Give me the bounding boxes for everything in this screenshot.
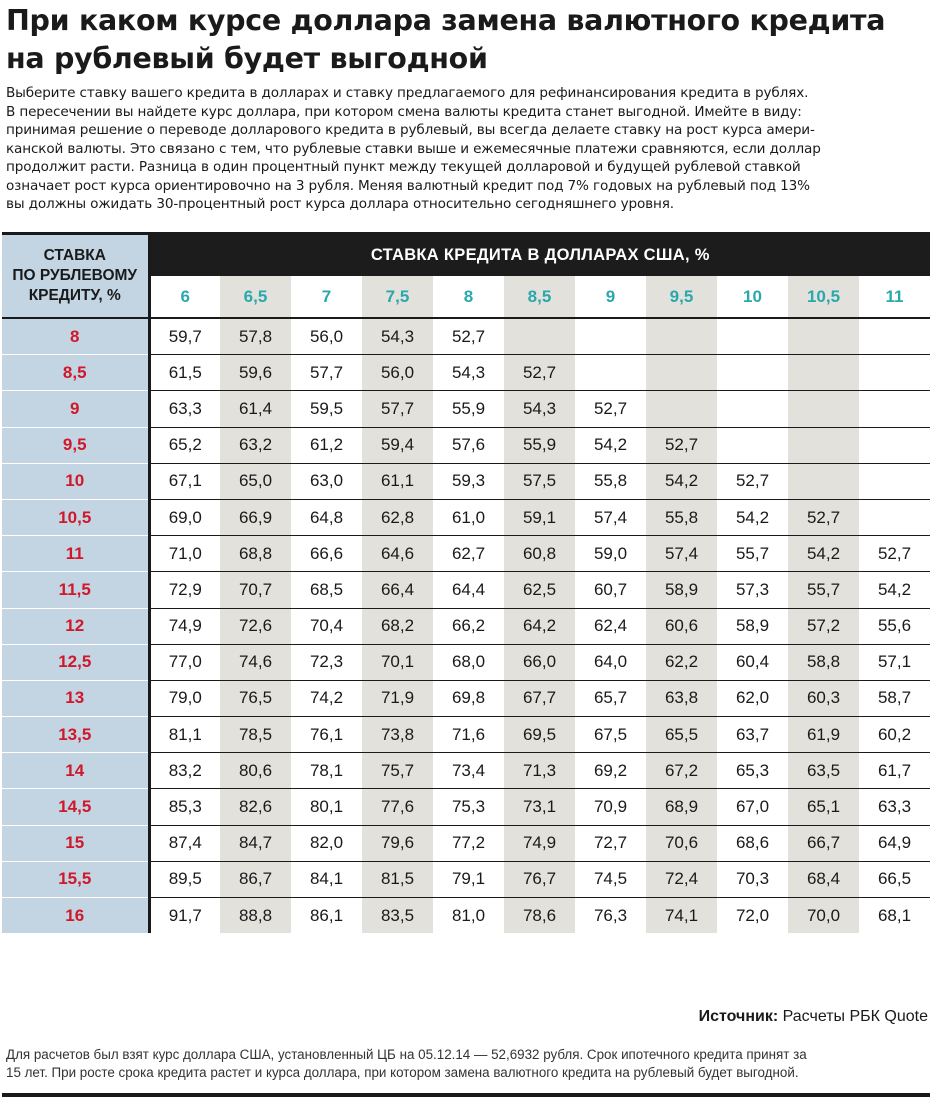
table-cell: 55,9: [504, 427, 575, 463]
table-cell: 71,6: [433, 717, 504, 753]
table-cell: 52,7: [859, 536, 930, 572]
table-cell: 72,4: [646, 861, 717, 897]
table-cell: 59,7: [149, 318, 220, 355]
intro-line: В пересечении вы найдете курс доллара, при котором смена валюты кредита станет выгодной. Имейте в виду:: [6, 103, 802, 120]
table-cell: 62,8: [362, 499, 433, 535]
table-cell: [575, 318, 646, 355]
table-cell: [504, 318, 575, 355]
row-header: 10,5: [2, 499, 149, 535]
table-cell: 64,9: [859, 825, 930, 861]
column-axis-header: СТАВКА КРЕДИТА В ДОЛЛАРАХ США, %: [149, 235, 930, 276]
table-cell: 74,5: [575, 861, 646, 897]
table-row: [2, 427, 930, 463]
table-cell: 66,9: [220, 499, 291, 535]
row-header: 12,5: [2, 644, 149, 680]
row-axis-line: КРЕДИТУ, %: [28, 287, 121, 304]
intro-line: вы должны ожидать 30-процентный рост курса доллара относительно сегодняшнего уровня.: [6, 196, 674, 212]
table-cell: 87,4: [149, 825, 220, 861]
table-row: [2, 680, 930, 716]
table-cell: [646, 391, 717, 427]
table-cell: 76,1: [291, 717, 362, 753]
table-cell: 81,0: [433, 898, 504, 934]
table-cell: 73,8: [362, 717, 433, 753]
table-cell: 64,2: [504, 608, 575, 644]
table-cell: 64,4: [433, 572, 504, 608]
table-row: [2, 753, 930, 789]
table-cell: 86,7: [220, 861, 291, 897]
table-cell: 70,1: [362, 644, 433, 680]
table-cell: 78,1: [291, 753, 362, 789]
table-cell: 67,1: [149, 463, 220, 499]
intro-line: продолжит расти. Разница в один процентный пункт между текущей долларовой и будущей рублевой ставкой: [6, 159, 801, 175]
table-cell: 73,1: [504, 789, 575, 825]
table-cell: 59,5: [291, 391, 362, 427]
column-header: 9,5: [646, 276, 717, 318]
table-cell: 67,0: [717, 789, 788, 825]
table-cell: 56,0: [291, 318, 362, 355]
intro-paragraph: [6, 84, 930, 214]
row-header: 14,5: [2, 789, 149, 825]
table-cell: 65,2: [149, 427, 220, 463]
table-cell: 66,5: [859, 861, 930, 897]
table-cell: 52,7: [717, 463, 788, 499]
table-cell: 55,7: [788, 572, 859, 608]
table-cell: [859, 355, 930, 391]
row-header: 10: [2, 463, 149, 499]
table-cell: 52,7: [433, 318, 504, 355]
row-header: 12: [2, 608, 149, 644]
table-cell: 65,3: [717, 753, 788, 789]
table-cell: 72,7: [575, 825, 646, 861]
table-cell: 63,0: [291, 463, 362, 499]
table-cell: 59,3: [433, 463, 504, 499]
table-cell: 61,7: [859, 753, 930, 789]
table-cell: 52,7: [504, 355, 575, 391]
table-cell: 66,7: [788, 825, 859, 861]
table-row: [2, 644, 930, 680]
table-cell: [717, 427, 788, 463]
table-cell: 77,2: [433, 825, 504, 861]
table-cell: 72,9: [149, 572, 220, 608]
table-cell: [646, 355, 717, 391]
table-cell: 82,0: [291, 825, 362, 861]
table-cell: 64,0: [575, 644, 646, 680]
table-cell: 76,5: [220, 680, 291, 716]
table-cell: 57,2: [788, 608, 859, 644]
table-cell: 74,9: [504, 825, 575, 861]
table-cell: 78,6: [504, 898, 575, 934]
table-cell: 77,6: [362, 789, 433, 825]
table-cell: 52,7: [646, 427, 717, 463]
table-cell: 55,8: [646, 499, 717, 535]
page-title: [6, 2, 926, 78]
table-cell: 58,7: [859, 680, 930, 716]
title-line-2: на рублевый будет выгодной: [6, 42, 488, 75]
source-line: [699, 1008, 928, 1026]
table-cell: 72,6: [220, 608, 291, 644]
table-cell: [859, 499, 930, 535]
table-cell: 67,5: [575, 717, 646, 753]
table-row: [2, 318, 930, 355]
table-cell: 57,1: [859, 644, 930, 680]
table-cell: 68,4: [788, 861, 859, 897]
table-cell: 61,1: [362, 463, 433, 499]
row-header: 8: [2, 318, 149, 355]
table-cell: 70,6: [646, 825, 717, 861]
table-cell: 76,7: [504, 861, 575, 897]
table-cell: 69,8: [433, 680, 504, 716]
table-cell: 57,4: [646, 536, 717, 572]
table-cell: 60,7: [575, 572, 646, 608]
table-cell: 74,1: [646, 898, 717, 934]
table-cell: 68,6: [717, 825, 788, 861]
table-cell: 68,5: [291, 572, 362, 608]
title-line-1: При каком курсе доллара замена валютного кредита: [6, 4, 886, 37]
table-cell: 80,6: [220, 753, 291, 789]
table-cell: 89,5: [149, 861, 220, 897]
table-cell: 77,0: [149, 644, 220, 680]
table-cell: 71,3: [504, 753, 575, 789]
table-cell: 79,1: [433, 861, 504, 897]
table-cell: 63,5: [788, 753, 859, 789]
table-cell: 52,7: [788, 499, 859, 535]
table-cell: 61,2: [291, 427, 362, 463]
table-cell: 54,3: [504, 391, 575, 427]
table-cell: [859, 463, 930, 499]
table-cell: [575, 355, 646, 391]
table-cell: 68,1: [859, 898, 930, 934]
row-header: 15,5: [2, 861, 149, 897]
row-axis-header: [2, 235, 149, 318]
table-cell: 68,0: [433, 644, 504, 680]
table-cell: 63,7: [717, 717, 788, 753]
table-cell: 74,6: [220, 644, 291, 680]
table-cell: 69,5: [504, 717, 575, 753]
table-cell: 79,6: [362, 825, 433, 861]
table-row: [2, 789, 930, 825]
row-header: 13: [2, 680, 149, 716]
table-cell: 65,1: [788, 789, 859, 825]
table-cell: 71,0: [149, 536, 220, 572]
table-cell: 57,7: [362, 391, 433, 427]
intro-line: Выберите ставку вашего кредита в долларах и ставку предлагаемого для рефинансирования кредита в рублях.: [6, 85, 809, 101]
table-cell: [859, 391, 930, 427]
table-cell: 55,7: [717, 536, 788, 572]
table-cell: 54,2: [788, 536, 859, 572]
table-cell: 55,9: [433, 391, 504, 427]
row-header: 13,5: [2, 717, 149, 753]
row-axis-line: ПО РУБЛЕВОМУ: [12, 267, 138, 284]
column-header: 11: [859, 276, 930, 318]
table-cell: 65,5: [646, 717, 717, 753]
table-cell: 65,7: [575, 680, 646, 716]
table-cell: 68,8: [220, 536, 291, 572]
table-cell: 58,9: [646, 572, 717, 608]
table-cell: 68,2: [362, 608, 433, 644]
table-cell: 64,6: [362, 536, 433, 572]
table-cell: 66,4: [362, 572, 433, 608]
table-cell: 54,2: [717, 499, 788, 535]
table-cell: 54,3: [362, 318, 433, 355]
table-cell: [788, 318, 859, 355]
table-row: [2, 572, 930, 608]
table-cell: 66,6: [291, 536, 362, 572]
table-row: [2, 608, 930, 644]
table-cell: 62,4: [575, 608, 646, 644]
table-cell: 75,3: [433, 789, 504, 825]
table-cell: [859, 318, 930, 355]
table-row: [2, 536, 930, 572]
table-cell: 72,0: [717, 898, 788, 934]
table-cell: 80,1: [291, 789, 362, 825]
table-cell: 63,2: [220, 427, 291, 463]
table-cell: 68,9: [646, 789, 717, 825]
row-header: 15: [2, 825, 149, 861]
table-cell: 54,2: [575, 427, 646, 463]
footnote-line: Для расчетов был взят курс доллара США, установленный ЦБ на 05.12.14 — 52,6932 рубля. Срок ипотечного кредита принят за: [6, 1047, 807, 1062]
table-cell: 56,0: [362, 355, 433, 391]
table-cell: 59,4: [362, 427, 433, 463]
column-header: 8: [433, 276, 504, 318]
table-cell: 57,7: [291, 355, 362, 391]
intro-line: канской валюты. Это связано с тем, что рублевые ставки выше и ежемесячные платежи сравняются, если доллар: [6, 140, 821, 157]
rate-table: [2, 235, 930, 933]
table-cell: [646, 318, 717, 355]
column-header: 8,5: [504, 276, 575, 318]
column-header: 9: [575, 276, 646, 318]
table-cell: 69,2: [575, 753, 646, 789]
table-cell: 82,6: [220, 789, 291, 825]
table-cell: 61,9: [788, 717, 859, 753]
column-header: 7: [291, 276, 362, 318]
table-cell: 63,3: [859, 789, 930, 825]
table-cell: 66,2: [433, 608, 504, 644]
table-cell: 59,1: [504, 499, 575, 535]
intro-line: принимая решение о переводе долларового кредита в рублевый, вы всегда делаете ставку на рост курса амери-: [6, 122, 815, 138]
table-cell: 65,0: [220, 463, 291, 499]
table-cell: 54,2: [859, 572, 930, 608]
row-header: 9,5: [2, 427, 149, 463]
table-cell: 60,6: [646, 608, 717, 644]
table-cell: 86,1: [291, 898, 362, 934]
table-cell: [788, 427, 859, 463]
table-cell: 57,4: [575, 499, 646, 535]
table-cell: 52,7: [575, 391, 646, 427]
table-cell: 81,1: [149, 717, 220, 753]
footnote-line: 15 лет. При росте срока кредита растет и курса доллара, при котором замена валютного кредита на рублевый будет выгодной.: [6, 1065, 799, 1080]
row-header: 11: [2, 536, 149, 572]
table-cell: 83,2: [149, 753, 220, 789]
column-header: 10: [717, 276, 788, 318]
table-cell: 57,6: [433, 427, 504, 463]
table-cell: 55,6: [859, 608, 930, 644]
table-cell: 72,3: [291, 644, 362, 680]
table-cell: [788, 463, 859, 499]
table-row: [2, 355, 930, 391]
table-cell: [859, 427, 930, 463]
table-cell: [717, 391, 788, 427]
table-cell: 62,0: [717, 680, 788, 716]
table-cell: 57,5: [504, 463, 575, 499]
row-header: 14: [2, 753, 149, 789]
table-cell: 70,4: [291, 608, 362, 644]
table-row: [2, 898, 930, 934]
table-cell: 70,7: [220, 572, 291, 608]
table-cell: 78,5: [220, 717, 291, 753]
table-row: [2, 391, 930, 427]
table-cell: 61,4: [220, 391, 291, 427]
row-header: 11,5: [2, 572, 149, 608]
table-cell: 67,2: [646, 753, 717, 789]
table-cell: 91,7: [149, 898, 220, 934]
footnote: [6, 1046, 926, 1082]
table-cell: 63,8: [646, 680, 717, 716]
table-cell: 84,7: [220, 825, 291, 861]
table-cell: 58,9: [717, 608, 788, 644]
table-cell: 57,3: [717, 572, 788, 608]
table-cell: 69,0: [149, 499, 220, 535]
column-header: 6: [149, 276, 220, 318]
column-header: 10,5: [788, 276, 859, 318]
table-cell: 54,2: [646, 463, 717, 499]
table-cell: 83,5: [362, 898, 433, 934]
table-cell: 75,7: [362, 753, 433, 789]
table-cell: 62,5: [504, 572, 575, 608]
table-cell: 81,5: [362, 861, 433, 897]
table-cell: 85,3: [149, 789, 220, 825]
table-cell: 58,8: [788, 644, 859, 680]
table-cell: 63,3: [149, 391, 220, 427]
table-cell: 57,8: [220, 318, 291, 355]
table-row: [2, 499, 930, 535]
table-cell: 84,1: [291, 861, 362, 897]
table-cell: [717, 355, 788, 391]
row-axis-line: СТАВКА: [43, 247, 106, 264]
table-cell: 55,8: [575, 463, 646, 499]
table-row: [2, 861, 930, 897]
intro-line: означает рост курса ориентировочно на 3 рубля. Меняя валютный кредит под 7% годовых на рублевый под 13%: [6, 177, 810, 194]
table-cell: 76,3: [575, 898, 646, 934]
table-cell: 70,3: [717, 861, 788, 897]
table-cell: 54,3: [433, 355, 504, 391]
column-header: 6,5: [220, 276, 291, 318]
table-cell: 66,0: [504, 644, 575, 680]
row-header: 8,5: [2, 355, 149, 391]
table-cell: 70,9: [575, 789, 646, 825]
table-cell: 67,7: [504, 680, 575, 716]
row-header: 16: [2, 898, 149, 934]
table-cell: 61,5: [149, 355, 220, 391]
table-cell: [788, 391, 859, 427]
table-row: [2, 825, 930, 861]
table-row: [2, 717, 930, 753]
row-header: 9: [2, 391, 149, 427]
table-body: [2, 318, 930, 933]
table-cell: 61,0: [433, 499, 504, 535]
table-cell: 74,2: [291, 680, 362, 716]
table-cell: 62,2: [646, 644, 717, 680]
table-cell: 60,2: [859, 717, 930, 753]
table-row: [2, 463, 930, 499]
source-label: Источник:: [698, 1008, 779, 1025]
table-cell: 73,4: [433, 753, 504, 789]
table-cell: [717, 318, 788, 355]
table-cell: 60,8: [504, 536, 575, 572]
table-cell: 62,7: [433, 536, 504, 572]
table-cell: 60,4: [717, 644, 788, 680]
table-cell: 88,8: [220, 898, 291, 934]
column-header: 7,5: [362, 276, 433, 318]
table-cell: 70,0: [788, 898, 859, 934]
table-cell: 59,6: [220, 355, 291, 391]
table-cell: 71,9: [362, 680, 433, 716]
bottom-divider: [2, 1093, 930, 1097]
source-value: Расчеты РБК Quote: [782, 1008, 928, 1025]
table-cell: 64,8: [291, 499, 362, 535]
table-cell: 74,9: [149, 608, 220, 644]
table-cell: 60,3: [788, 680, 859, 716]
table-cell: 79,0: [149, 680, 220, 716]
table-cell: [788, 355, 859, 391]
table-cell: 59,0: [575, 536, 646, 572]
